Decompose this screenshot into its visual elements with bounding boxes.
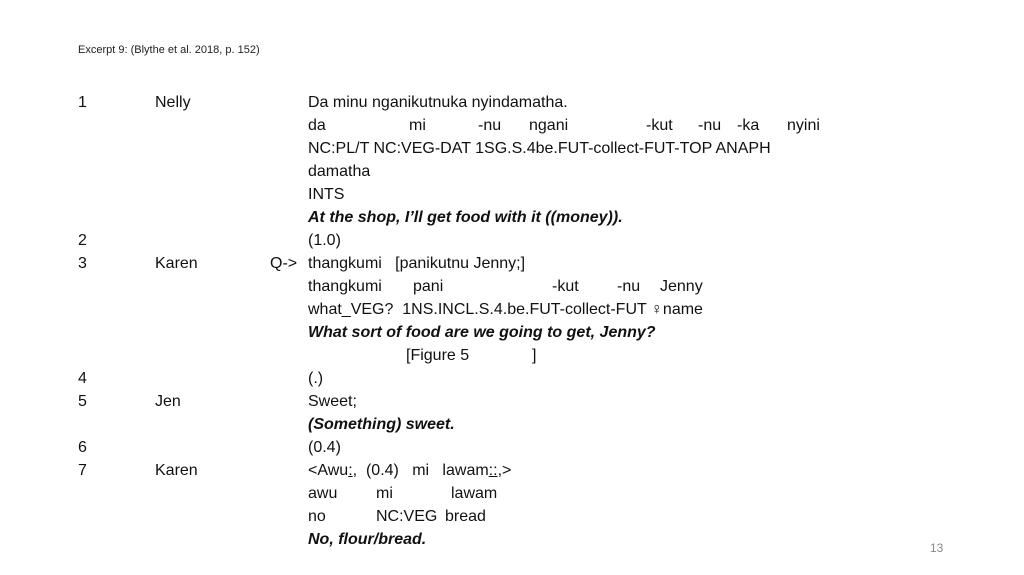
line-1-gloss-2 xyxy=(0,183,1024,206)
free-translation: What sort of food are we going to get, Jenny? xyxy=(308,324,656,341)
line-number: 4 xyxy=(78,370,87,387)
pause-duration: (.) xyxy=(308,370,324,387)
speaker-name: Karen xyxy=(155,255,198,272)
line-number: 5 xyxy=(78,393,87,410)
morpheme: Jenny xyxy=(660,278,703,295)
morpheme: -kut xyxy=(552,278,579,295)
line-3-gloss xyxy=(0,298,1024,321)
morpheme: mi xyxy=(409,117,426,134)
utterance-part: <Awu xyxy=(308,462,349,479)
speaker-name: Nelly xyxy=(155,94,191,111)
line-7-utterance xyxy=(0,459,1024,482)
free-translation: At the shop, I’ll get food with it ((money)). xyxy=(308,209,623,226)
focus-arrow: Q-> xyxy=(270,255,298,272)
morpheme: damatha xyxy=(308,163,371,180)
morpheme: -nu xyxy=(698,117,722,134)
morpheme: -nu xyxy=(478,117,502,134)
free-translation: (Something) sweet. xyxy=(308,416,455,433)
line-4 xyxy=(0,367,1024,390)
speaker-name: Jen xyxy=(155,393,181,410)
morpheme: lawam xyxy=(451,485,498,502)
line-1-morphemes xyxy=(0,114,1024,137)
line-1-morphemes-2 xyxy=(0,160,1024,183)
line-1-translation xyxy=(0,206,1024,229)
line-number: 7 xyxy=(78,462,87,479)
morpheme: -ka xyxy=(737,117,760,134)
morpheme: -nu xyxy=(617,278,641,295)
line-number: 6 xyxy=(78,439,87,456)
utterance-text: Sweet; xyxy=(308,393,357,410)
line-1-utterance xyxy=(0,91,1024,114)
gloss-token: NC:VEG xyxy=(376,508,438,525)
gloss-token: no xyxy=(308,508,326,525)
speaker-name: Karen xyxy=(155,462,198,479)
line-3-figure-ref xyxy=(0,344,1024,367)
line-3-translation xyxy=(0,321,1024,344)
pause-duration: (1.0) xyxy=(308,232,341,249)
line-3-morphemes xyxy=(0,275,1024,298)
morpheme: -kut xyxy=(646,117,673,134)
gloss-text: what_VEG? 1NS.INCL.S.4.be.FUT-collect-FUT ♀name xyxy=(308,301,703,318)
line-6 xyxy=(0,436,1024,459)
line-number: 3 xyxy=(78,255,87,272)
gloss-text: NC:PL/T NC:VEG-DAT 1SG.S.4be.FUT-collect-FUT-TOP ANAPH xyxy=(308,140,771,157)
utterance-part: ,> xyxy=(497,462,512,479)
line-7-morphemes xyxy=(0,482,1024,505)
line-7-translation xyxy=(0,528,1024,551)
free-translation: No, flour/bread. xyxy=(308,531,427,548)
utterance-text xyxy=(308,459,511,482)
pause-duration: (0.4) xyxy=(308,439,341,456)
utterance-part: , (0.4) mi lawam xyxy=(352,462,489,479)
line-number: 1 xyxy=(78,94,87,111)
line-number: 2 xyxy=(78,232,87,249)
line-3-utterance xyxy=(0,252,1024,275)
morpheme: nyini xyxy=(787,117,820,134)
utterance-text: thangkumi [panikutnu Jenny;] xyxy=(308,255,526,272)
morpheme: awu xyxy=(308,485,338,502)
line-1-gloss xyxy=(0,137,1024,160)
figure-bracket: ] xyxy=(532,347,537,364)
morpheme: thangkumi xyxy=(308,278,382,295)
line-7-gloss xyxy=(0,505,1024,528)
line-2 xyxy=(0,229,1024,252)
morpheme: ngani xyxy=(529,117,569,134)
gloss-text: INTS xyxy=(308,186,345,203)
line-5-utterance xyxy=(0,390,1024,413)
utterance-text: Da minu nganikutnuka nyindamatha. xyxy=(308,94,568,111)
gloss-token: bread xyxy=(445,508,486,525)
morpheme: da xyxy=(308,117,326,134)
transcript xyxy=(0,91,1024,551)
slide-number: 13 xyxy=(930,541,944,555)
morpheme: mi xyxy=(376,485,393,502)
lengthening-mark: : xyxy=(348,462,353,479)
excerpt-caption: Excerpt 9: (Blythe et al. 2018, p. 152) xyxy=(78,44,260,56)
morpheme: pani xyxy=(413,278,444,295)
line-5-translation xyxy=(0,413,1024,436)
figure-reference: [Figure 5 xyxy=(406,347,470,364)
lengthening-mark: :: xyxy=(488,462,498,479)
